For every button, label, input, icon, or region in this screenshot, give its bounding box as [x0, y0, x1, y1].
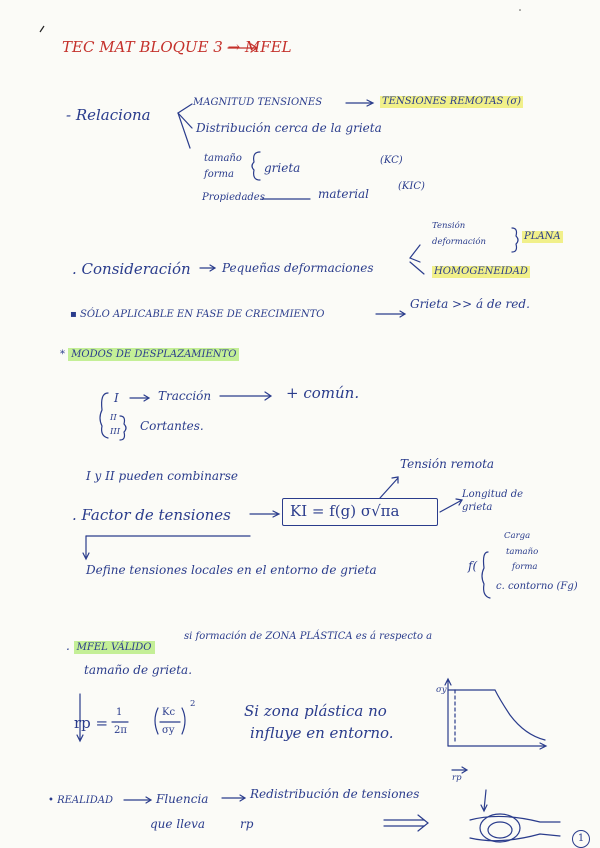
- carga-text: Carga: [504, 531, 531, 541]
- grieta-label: grieta: [462, 502, 493, 513]
- realidad-label: • REALIDAD: [48, 795, 113, 806]
- forma-text: forma: [204, 169, 234, 180]
- consideracion-text: Consideración: [81, 260, 191, 278]
- redistribucion-text: Redistribución de tensiones: [250, 787, 420, 801]
- forma-label: forma: [512, 562, 538, 572]
- tamano-text: tamaño: [204, 153, 242, 164]
- tamano-grieta: tamaño de grieta.: [84, 663, 193, 677]
- mfel-valido: . MFEL VÁLIDO: [66, 640, 155, 653]
- modos-title: MODOS DE DESPLAZAMIENTO: [68, 348, 239, 361]
- f-paren: f(: [468, 559, 478, 573]
- page-number: 1: [572, 830, 590, 848]
- solo-aplicable: ▪ SÓLO APLICABLE EN FASE DE CRECIMIENTO: [70, 309, 325, 320]
- grieta-red: Grieta >> á de red.: [410, 297, 530, 311]
- relaciona-text: Relaciona: [75, 106, 151, 124]
- fluencia-text: Fluencia: [156, 792, 209, 806]
- tension-text: Tensión: [432, 221, 466, 231]
- longitud-text: Longitud de: [462, 489, 524, 500]
- k-num: Kc: [162, 707, 176, 718]
- kc-text: (KC): [380, 155, 403, 166]
- combinarse-text: I y II pueden combinarse: [86, 469, 239, 483]
- kic-text: (KIC): [398, 181, 425, 192]
- consideracion-label: . Consideración: [72, 260, 191, 278]
- zona-note-1: Si zona plástica no: [244, 702, 387, 720]
- homogeneidad-text: HOMOGENEIDAD: [434, 266, 528, 277]
- k-den: σy: [162, 725, 175, 736]
- que-lleva: que lleva: [150, 817, 206, 831]
- graph-rp: rp: [452, 773, 462, 783]
- zona-note-2: influye en entorno.: [250, 724, 394, 742]
- graph-sigma-y: σy: [436, 685, 447, 695]
- rp-formula: rp =: [74, 714, 109, 732]
- contorno-text: c. contorno (Fg): [496, 581, 578, 592]
- modos-heading: * MODOS DE DESPLAZAMIENTO: [60, 350, 239, 360]
- factor-label: . Factor de tensiones: [72, 506, 231, 524]
- frac-den: 2π: [114, 725, 127, 736]
- factor-text: Factor de tensiones: [81, 506, 231, 524]
- define-text: Define tensiones locales en el entorno de grieta: [86, 563, 377, 577]
- tensiones-remotas: TENSIONES REMOTAS (σ): [382, 96, 522, 107]
- plana-text: PLANA: [524, 231, 561, 242]
- squared: 2: [190, 699, 196, 709]
- realidad-text: REALIDAD: [57, 795, 113, 806]
- distribucion-text: Distribución cerca de la grieta: [196, 121, 382, 135]
- deformacion-text: deformación: [432, 237, 486, 247]
- rp-bottom: rp: [240, 817, 254, 831]
- solo-aplicable-text: SÓLO APLICABLE EN FASE DE CRECIMIENTO: [79, 309, 325, 320]
- modo-2: II: [110, 413, 117, 423]
- modo-1: I: [114, 391, 119, 405]
- modo-3: III: [110, 427, 121, 437]
- frac-num: 1: [116, 707, 123, 718]
- pequenas-deformaciones: Pequeñas deformaciones: [222, 261, 374, 275]
- page-title: TEC MAT BLOQUE 3 → MFEL: [62, 38, 292, 56]
- formacion-text: si formación de ZONA PLÁSTICA es á respecto a: [184, 631, 433, 642]
- material-text: material: [318, 187, 370, 201]
- traccion-text: Tracción: [158, 389, 212, 403]
- tamano-label: tamaño: [506, 547, 539, 557]
- k-formula: KΙ = f(g) σ√πa: [290, 502, 400, 520]
- relaciona-label: - Relaciona: [66, 106, 151, 124]
- grieta-text: grieta: [264, 161, 301, 175]
- cortantes-text: Cortantes.: [140, 419, 204, 433]
- magnitud-tensiones: MAGNITUD TENSIONES: [193, 97, 323, 108]
- mfel-valido-label: MFEL VÁLIDO: [74, 641, 155, 654]
- tension-remota: Tensión remota: [400, 457, 495, 471]
- comun-text: + común.: [286, 384, 360, 402]
- propiedades-text: Propiedades: [202, 192, 265, 203]
